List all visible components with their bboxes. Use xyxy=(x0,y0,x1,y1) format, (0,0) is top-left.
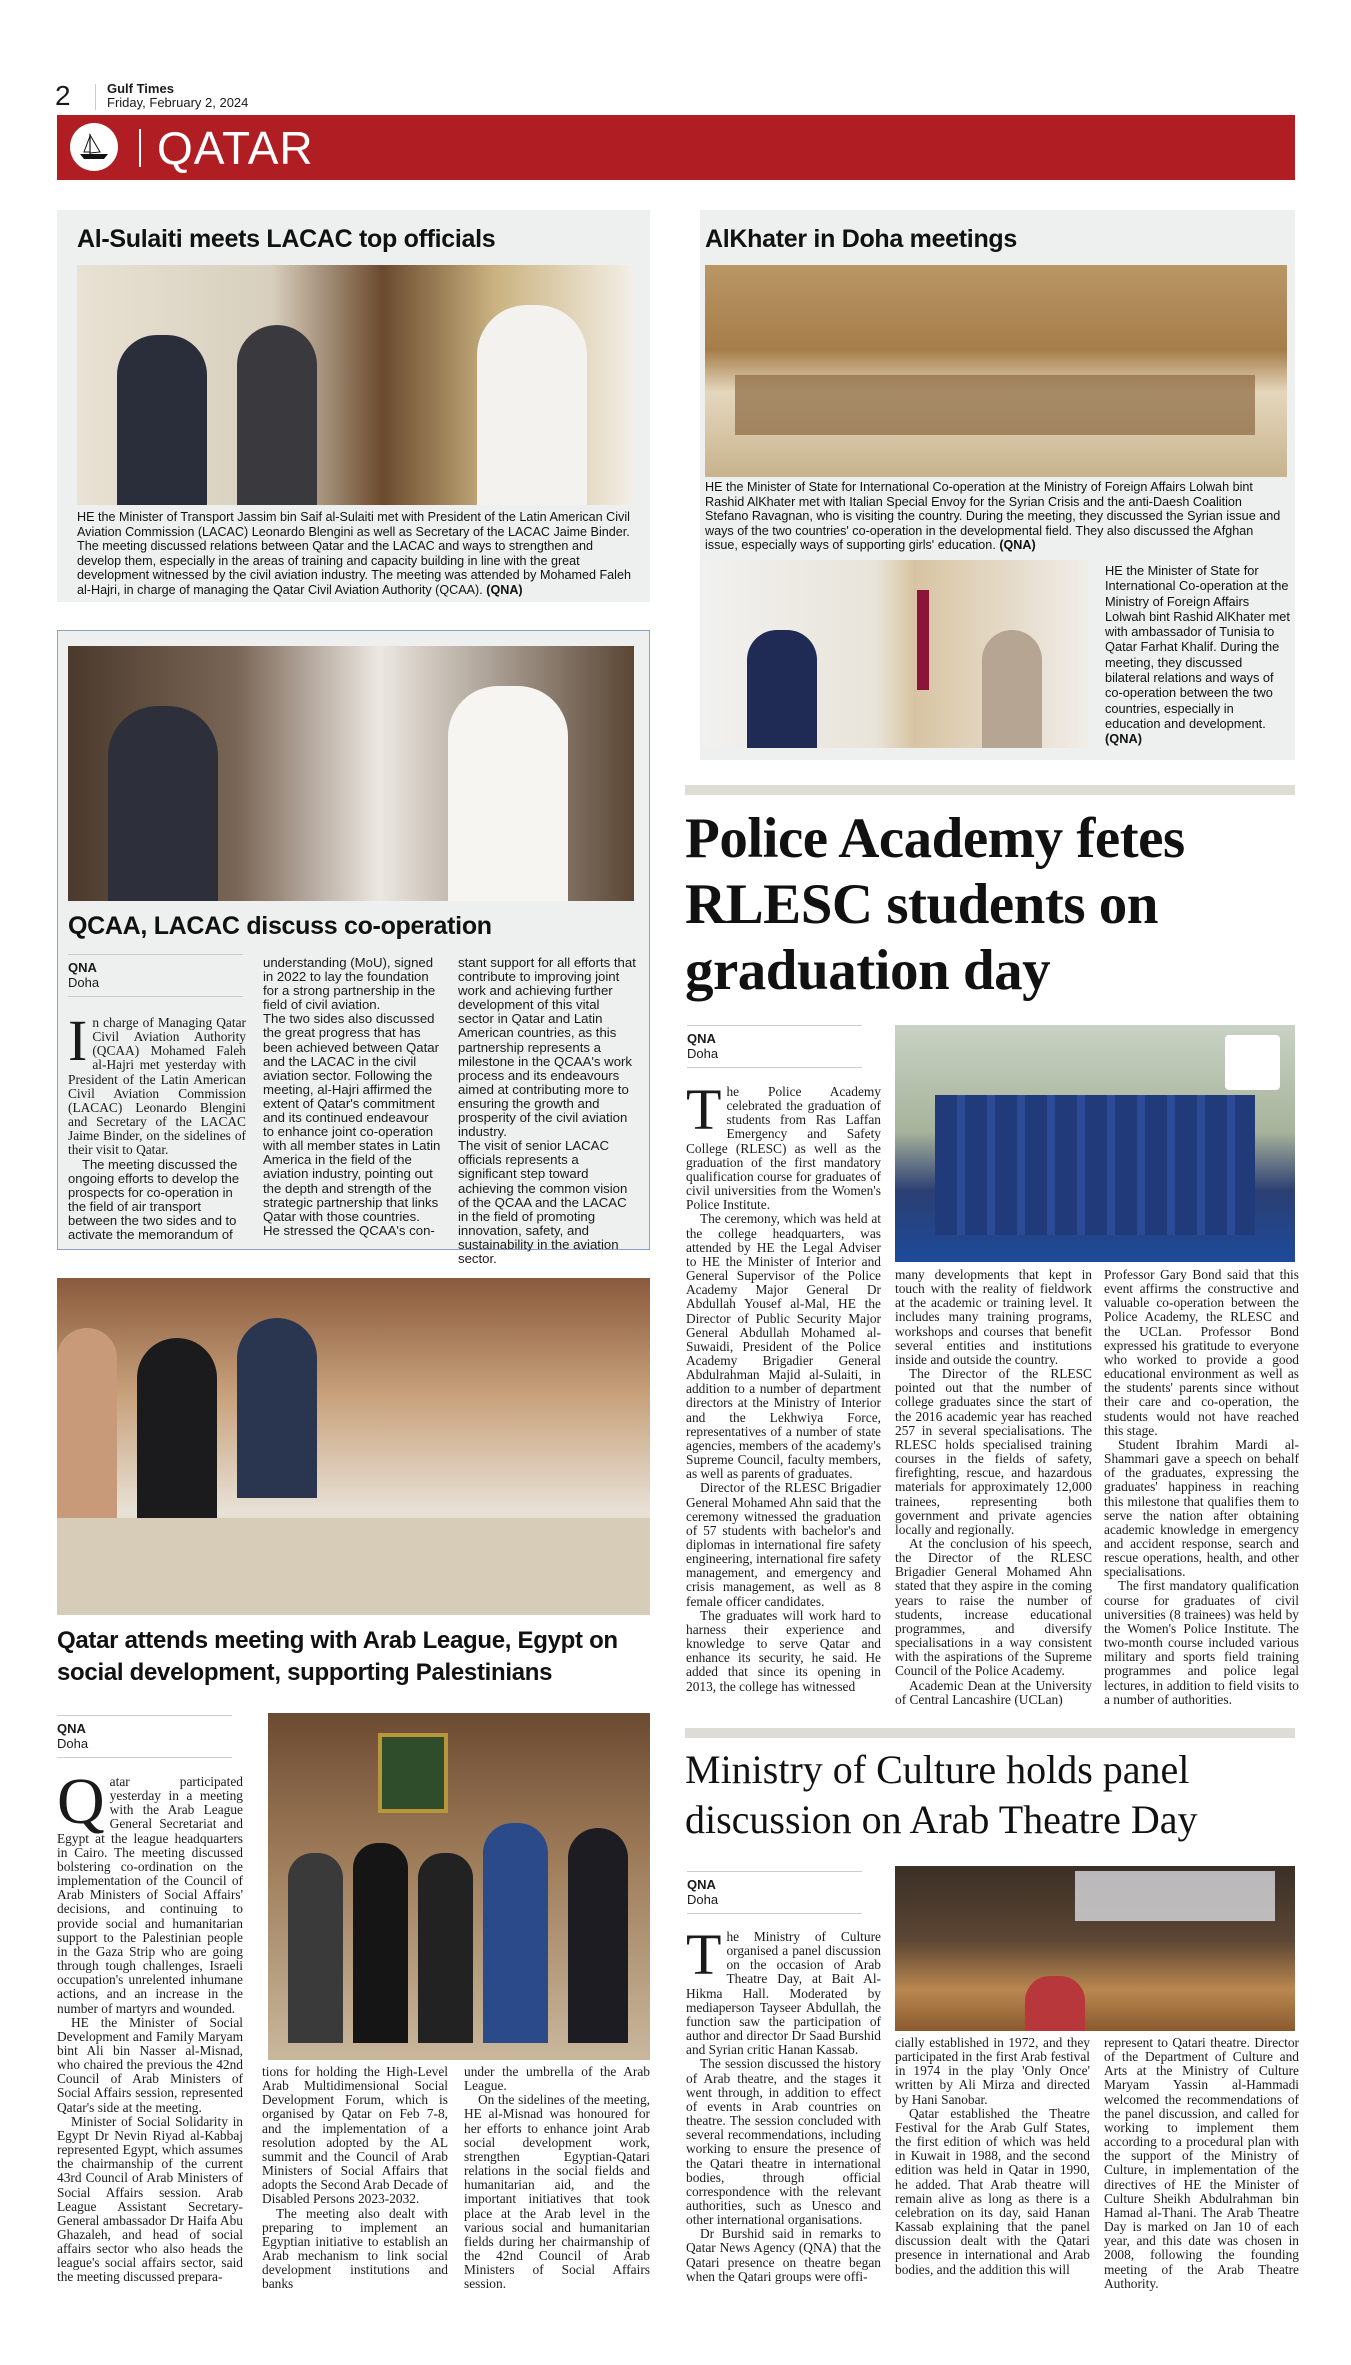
paragraph: tions for holding the High-Level Arab Multidimensional Social Development Forum, which is organised by Qatar on Feb 7-8, and the implementation of a resolution adopted by the AL summit and the Council of Arab Ministers of Social Affairs that adopts the Second Arab Decade of Disabled Persons 2023-2032. xyxy=(262,2064,448,2207)
caption-credit: (QNA) xyxy=(1105,731,1142,747)
dateline: Doha xyxy=(68,975,100,990)
headline: AlKhater in Doha meetings xyxy=(705,225,1017,253)
byline xyxy=(687,1025,862,1068)
paragraph: The ceremony, which was held at the college headquarters, was attended by HE the Legal Adviser to HE the Minister of Interior and General Supervisor of the Police Academy Major General Dr Abdullah Yousef al-Mal, HE the Director of Public Security Major General Abdullah Mohamed al-Suwaidi, President of the Police Academy Brigadier General Abdulrahman Majid al-Sulaiti, in addition to a number of department directors at the Ministry of Interior and the Lekhwiya Force, representatives of a number of state agencies, members of the academy's Supreme Council, faculty members, as well as parents of graduates. xyxy=(686,1211,881,1482)
lead-text: he Ministry of Culture organised a panel discussion on the occasion of Arab Theatre Day, at Bait Al-Hikma Hall. Moderated by mediaperson Tayseer Abdullah, the function saw the participation of author and director Dr Saad Burshid and Syrian critic Hanan Kassab. xyxy=(686,1929,881,2058)
section-banner xyxy=(57,115,1295,180)
story-sulaiti xyxy=(57,210,650,602)
paragraph: The session discussed the history of Arab theatre, and the stages it went through, in addition to effect of events in Arab countries on theatre. The session concluded with several recommendations, including working to ensure the presence of the Qatari theatre in international bodies, through official correspondence with the relevant authorities, such as Unesco and other international organisations. xyxy=(686,2056,881,2228)
paragraph: Student Ibrahim Mardi al-Shammari gave a speech on behalf of the graduates, expressing the graduates' happiness in reaching this milestone that qualifies them to serve the nation after obtaining academic knowledge in emergency and accident response, search and rescue operations, health, and other specialisations. xyxy=(1104,1436,1299,1580)
paragraph: stant support for all efforts that contribute to improving joint work and achieving further development of this vital sector in Qatar and Latin American countries, as this partnership represents a milestone in the QCAA's work process and its endeavours aimed at contributing more to ensuring the growth and prosperity of the civil aviation industry. xyxy=(458,955,636,1140)
story-alkhater xyxy=(700,210,1295,760)
paragraph: He stressed the QCAA's con- xyxy=(263,1222,435,1238)
photo-alkhater-tunisia xyxy=(702,560,1088,748)
paper-name: Gulf Times xyxy=(107,81,174,96)
section-rule xyxy=(685,1728,1295,1738)
photo-qcaa-meeting xyxy=(68,646,634,901)
photo-arab-league-meeting xyxy=(57,1278,650,1615)
article-column-3 xyxy=(1104,2036,1299,2291)
dateline: Doha xyxy=(57,1736,89,1751)
story-qcaa xyxy=(57,630,650,1266)
lead-paragraph xyxy=(68,1008,246,1158)
paragraph: The Director of the RLESC pointed out that the number of college graduates since the start of the 2016 academic year has reached 257 in several specialisations. The RLESC holds specialised training courses in the fields of safety, firefighting, rescue, and hazardous materials for approximately 12,000 trainees, representing both government and private agencies locally and regionally. xyxy=(895,1366,1092,1537)
lead-text: n charge of Managing Qatar Civil Aviation Authority (QCAA) Mohamed Faleh al-Hajri met yesterday with President of the Latin American Civil Aviation Commission (LACAC) Leonardo Blengini and Secretary of the LACAC Jaime Binder, on the sidelines of their visit to Qatar. xyxy=(68,1015,246,1158)
article-column-2 xyxy=(895,2036,1090,2277)
photo-sulaiti-meeting xyxy=(77,265,633,505)
article-text xyxy=(68,1158,246,1243)
page-number: 2 xyxy=(55,80,71,111)
paragraph: under the umbrella of the Arab League. xyxy=(464,2064,650,2094)
article-column-1 xyxy=(57,1765,243,2285)
drop-cap: T xyxy=(686,1077,722,1142)
headline: Qatar attends meeting with Arab League, Egypt on social development, supporting Palestinians xyxy=(57,1627,618,1686)
article-text xyxy=(57,2016,243,2285)
paragraph: represent to Qatari theatre. Director of the Department of Culture and Arts at the Ministry of Culture Maryam Yassin al-Hammadi welcomed the recommendations of the panel discussion, and called for working to implement them according to a procedural plan with the support of the Ministry of Culture, in implementation of the directives of HE the Minister of Culture Sheikh Abdulrahman bin Hamad al-Thani. The Arab Theatre Day is marked on Jan 10 of each year, and this date was chosen in 2008, following the founding meeting of the Arab Theatre Authority. xyxy=(1104,2035,1299,2291)
paragraph: Minister of Social Solidarity in Egypt Dr Nevin Riyad al-Kabbaj represented Egypt, which assumes the chairmanship of the current 43rd Council of Arab Ministers of Social Affairs session. Arab League Assistant Secretary-General ambassador Dr Haifa Abu Ghazaleh, and head of social affairs sector who also heads the league's social affairs sector, said the meeting discussed prepara- xyxy=(57,2113,243,2285)
section-title: QATAR xyxy=(157,122,314,174)
photo-caption xyxy=(1105,563,1290,747)
article-column-3 xyxy=(464,2065,650,2292)
paragraph: The meeting also dealt with preparing to implement an Egyptian initiative to establish an Arab mechanism to link social development institutions and banks xyxy=(262,2205,448,2292)
divider xyxy=(95,84,96,110)
headline: Al-Sulaiti meets LACAC top officials xyxy=(77,225,496,253)
section-rule xyxy=(685,785,1295,795)
caption-text: HE the Minister of Transport Jassim bin Saif al-Sulaiti met with President of the Latin American Civil Aviation Commission (LACAC) Leonardo Blengini as well as Secretary of the LACAC Jaime Binder. The meeting discussed relations between Qatar and the LACAC and ways to strengthen and develop them, especially in the areas of training and capacity building in line with the great development witnessed by the civil aviation industry. The meeting was attended by Mohamed Faleh al-Hajri, in charge of managing the Qatar Civil Aviation Authority (QCAA). xyxy=(77,510,631,597)
dhow-logo-icon xyxy=(70,123,118,171)
headline: Police Academy fetes RLESC students on graduation day xyxy=(685,807,1185,1002)
article-column-1 xyxy=(686,1077,881,1694)
masthead xyxy=(107,82,248,110)
paragraph: The two sides also discussed the great progress that has been achieved between Qatar and the LACAC in the civil aviation sector. Following the meeting, al-Hajri affirmed the extent of Qatar's commitment and its continued endeavour to enhance joint co-operation with all member states in Latin America in the field of the aviation industry, pointing out the depth and strength of the strategic partnership that links Qatar with those countries. xyxy=(263,1011,441,1224)
paragraph: The first mandatory qualification course for graduates of civil universities (8 trainees) was held by the Women's Police Institute. The two-month course included various military and sports field training programmes and police legal lectures, in addition to field visits to a number of authorities. xyxy=(1104,1578,1299,1707)
lead-paragraph xyxy=(686,1922,881,2058)
photo-police-graduates xyxy=(895,1025,1295,1262)
caption-text: HE the Minister of State for International Co-operation at the Ministry of Foreign Affairs Lolwah bint Rashid AlKhater met with Italian Special Envoy for the Syrian Crisis and the anti-Daesh Coalition Stefano Ravagnan, who is visiting the country. During the meeting, they discussed the Syrian issue and ways of the two countries' co-operation in the developmental field. They also discussed the Afghan issue, especially ways of supporting girls' education. xyxy=(705,480,1281,553)
drop-cap: T xyxy=(686,1922,722,1987)
lead-paragraph xyxy=(686,1077,881,1213)
paragraph: cially established in 1972, and they participated in the first Arab festival in 1974 in the play 'Only Once' written by Ali Mirza and directed by Hani Sanobar. xyxy=(895,2035,1090,2107)
paragraph: Dr Burshid said in remarks to Qatar News Agency (QNA) that the Qatari presence on theatre began when the Qatari groups were offi- xyxy=(686,2226,881,2284)
photo-caption xyxy=(705,480,1287,553)
paragraph: HE the Minister of Social Development and Family Maryam bint Ali bin Nasser al-Misnad, who chaired the previous the 42nd Council of Arab Ministers of Social Affairs session, represented Qatar's side at the meeting. xyxy=(57,2014,243,2115)
article-column-2 xyxy=(262,2065,448,2292)
article-column-3 xyxy=(1104,1268,1299,1707)
caption-text: HE the Minister of State for International Co-operation at the Ministry of Foreign Affairs Lolwah bint Rashid AlKhater met with ambassador of Tunisia to Qatar Farhat Khalif. During the meeting, they discussed bilateral relations and ways of co-operation between the two countries, especially in education and development. xyxy=(1105,563,1290,731)
photo-alkhater-meeting xyxy=(705,265,1287,477)
paragraph: many developments that kept in touch with the reality of fieldwork at the academic or training level. It includes many training programs, workshops and courses that benefit several entities and institutions inside and outside the country. xyxy=(895,1267,1092,1367)
divider xyxy=(139,129,141,167)
article-text xyxy=(686,2057,881,2284)
photo-theatre-panel xyxy=(895,1866,1295,2031)
paragraph: On the sidelines of the meeting, HE al-Misnad was honoured for her efforts to enhance joint Arab social development work, strengthen Egyptian-Qatari relations in the social fields and humanitarian aid, and the important initiatives that took place at the Arab level in the various social and humanitarian fields during her chairmanship of the 42nd Council of Arab Ministers of Social Affairs session. xyxy=(464,2092,650,2292)
article-column-3 xyxy=(458,956,638,1266)
photo-arab-league-honour xyxy=(268,1713,650,2060)
article-text xyxy=(686,1212,881,1693)
paragraph: The visit of senior LACAC officials represents a significant step toward achieving the common vision of the QCAA and the LACAC in the field of promoting innovation, safety, and sustainability in the aviation sector. xyxy=(458,1138,628,1266)
article-column-1 xyxy=(68,1008,246,1243)
paragraph: The meeting discussed the ongoing efforts to develop the prospects for co-operation in the field of air transport between the two sides and to activate the memorandum of xyxy=(68,1156,240,1243)
paragraph: Professor Gary Bond said that this event affirms the constructive and valuable co-operation between the Police Academy, the RLESC and the UCLan. Professor Bond expressed his gratitude to everyone who worked to provide a good educational environment as well as the students' parents since without their care and co-operation, the students would not have reached this stage. xyxy=(1104,1267,1299,1438)
source: QNA xyxy=(57,1721,86,1736)
source: QNA xyxy=(687,1031,716,1046)
paragraph: At the conclusion of his speech, the Director of the RLESC Brigadier General Mohamed Ahn stated that they aspire in the coming years to raise the number of students, increase educational programmes, and diversify specialisations in a way consistent with the aspirations of the Supreme Council of the Police Academy. xyxy=(895,1535,1092,1679)
headline: Ministry of Culture holds panel discussion on Arab Theatre Day xyxy=(685,1747,1198,1842)
drop-cap: I xyxy=(68,1008,88,1073)
dateline: Doha xyxy=(687,1892,719,1907)
byline xyxy=(68,954,243,997)
article-column-2 xyxy=(895,1268,1092,1707)
caption-credit: (QNA) xyxy=(486,582,523,597)
paragraph: understanding (MoU), signed in 2022 to lay the foundation for a strong partnership in the field of civil aviation. xyxy=(263,955,436,1013)
paragraph: Qatar established the Theatre Festival for the Arab Gulf States, the first edition of which was held in Kuwait in 1988, and the second edition was held in Qatar in 1990, he added. That Arab theatre will remain alive as long as there is a celebration on its day, said Hanan Kassab explaining that the panel discussion dealt with the Qatari presence in international and Arab bodies, and the addition this will xyxy=(895,2105,1090,2277)
issue-date: Friday, February 2, 2024 xyxy=(107,95,249,110)
headline: QCAA, LACAC discuss co-operation xyxy=(68,912,492,940)
source: QNA xyxy=(687,1877,716,1892)
source: QNA xyxy=(68,960,97,975)
lead-paragraph xyxy=(57,1765,243,2016)
paragraph: The graduates will work hard to harness their experience and knowledge to serve Qatar and enhance its security, he said. He added that since its opening in 2013, the college has witnessed xyxy=(686,1607,881,1694)
photo-caption xyxy=(77,510,633,598)
lead-text: he Police Academy celebrated the graduation of students from Ras Laffan Emergency and Safety College (RLESC) as well as the graduation of the first mandatory qualification course for graduates of civil universities from the Women's Police Institute. xyxy=(686,1084,881,1213)
lead-text: atar participated yesterday in a meeting with the Arab League General Secretariat and Egypt at the league headquarters in Cairo. The meeting discussed bolstering co-ordination on the implementation of the Council of Arab Ministers of Social Affairs' decisions, and continuing to provide social and humanitarian support to the Palestinian people in the Gaza Strip who are going through tough challenges, Israeli occupation's unrelented inhumane actions, and an increase in the number of martyrs and wounded. xyxy=(57,1774,243,2016)
caption-credit: (QNA) xyxy=(999,538,1036,553)
paragraph: Director of the RLESC Brigadier General Mohamed Ahn said that the ceremony witnessed the graduation of 57 students with bachelor's and diplomas in international fire safety engineering, international fire safety management, and emergency and crisis management, as well as 8 female officer candidates. xyxy=(686,1480,881,1609)
paragraph: Academic Dean at the University of Central Lancashire (UCLan) xyxy=(895,1677,1092,1707)
article-column-1 xyxy=(686,1922,881,2284)
dateline: Doha xyxy=(687,1046,719,1061)
byline xyxy=(57,1715,232,1758)
byline xyxy=(687,1871,862,1914)
article-column-2 xyxy=(263,956,441,1238)
drop-cap: Q xyxy=(57,1765,105,1838)
